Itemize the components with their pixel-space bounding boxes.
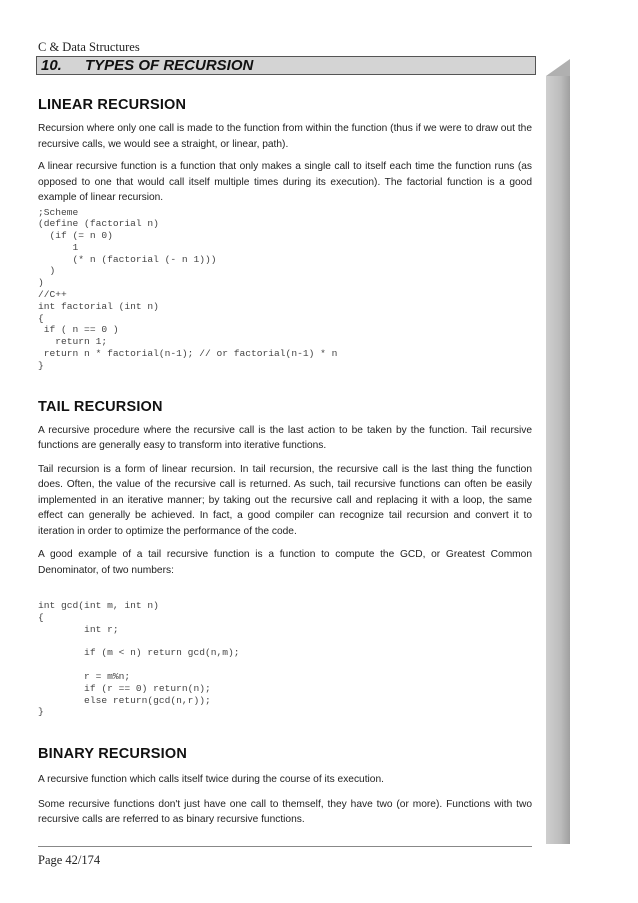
banner-bevel-top [546, 59, 570, 76]
binary-paragraph-1: A recursive function which calls itself twice during the course of its execution. [38, 774, 384, 786]
section-heading-linear: LINEAR RECURSION [38, 97, 187, 113]
section-heading-tail: TAIL RECURSION [38, 398, 163, 415]
linear-paragraph-1: Recursion where only one call is made to the function from within the function (thus if we were to draw out the recursive calls, we would see a straight, or linear, path). [38, 123, 532, 150]
tail-paragraph-3: A good example of a tail recursive function is a function to compute the GCD, or Greatest Common Denominator, of two numbers: [38, 549, 532, 576]
linear-code-block: ;Scheme (define (factorial n) (if (= n 0) 1 (* n (factorial (- n 1))) ) ) //C++ int factorial (int n) { if ( n == 0 ) return 1; return n * factorial(n-1); // or factorial(n-1) * n } [38, 206, 338, 371]
page-content [38, 86, 532, 828]
tail-paragraph-2: Tail recursion is a form of linear recursion. In tail recursion, the recursive call is the last thing the function does. Often, the value of the recursive call is returned. As such, tail recursive functions can often be easily implemented in an iterative manner; by taking out the recursive call and replacing it with a loop, the same effect can generally be achieved. In fact, a good compiler can recognize tail recursion and convert it to iteration in order to optimize the performance of the code. [38, 463, 532, 537]
page-number: Page 42/174 [38, 853, 101, 867]
tail-code-block: int gcd(int m, int n) { int r; if (m < n) return gcd(n,m); r = m%n; if (r == 0) return(n); else return(gcd(n,r)); } [38, 600, 240, 718]
linear-paragraph-2: A linear recursive function is a function that only makes a single call to itself each time the function runs (as opposed to one that would call itself multiple times during its execution). The factorial function is a good example of linear recursion. [38, 161, 532, 203]
section-heading-binary: BINARY RECURSION [38, 746, 188, 763]
chapter-title: TYPES OF RECURSION [85, 57, 254, 74]
running-header: C & Data Structures [38, 40, 140, 54]
footer-rule [38, 846, 532, 847]
binary-paragraph-2: Some recursive functions don't just have one call to themself, they have two (or more). Functions with two recursive calls are referred to as binary recursive functions. [38, 798, 532, 826]
chapter-banner [36, 56, 540, 77]
page-side-bar [546, 76, 570, 844]
tail-paragraph-1: A recursive procedure where the recursive call is the last action to be taken by the function. Tail recursive functions are generally easy to transform into iterative functions. [38, 424, 532, 452]
chapter-number: 10. [41, 57, 62, 74]
chapter-title-box [36, 56, 536, 75]
